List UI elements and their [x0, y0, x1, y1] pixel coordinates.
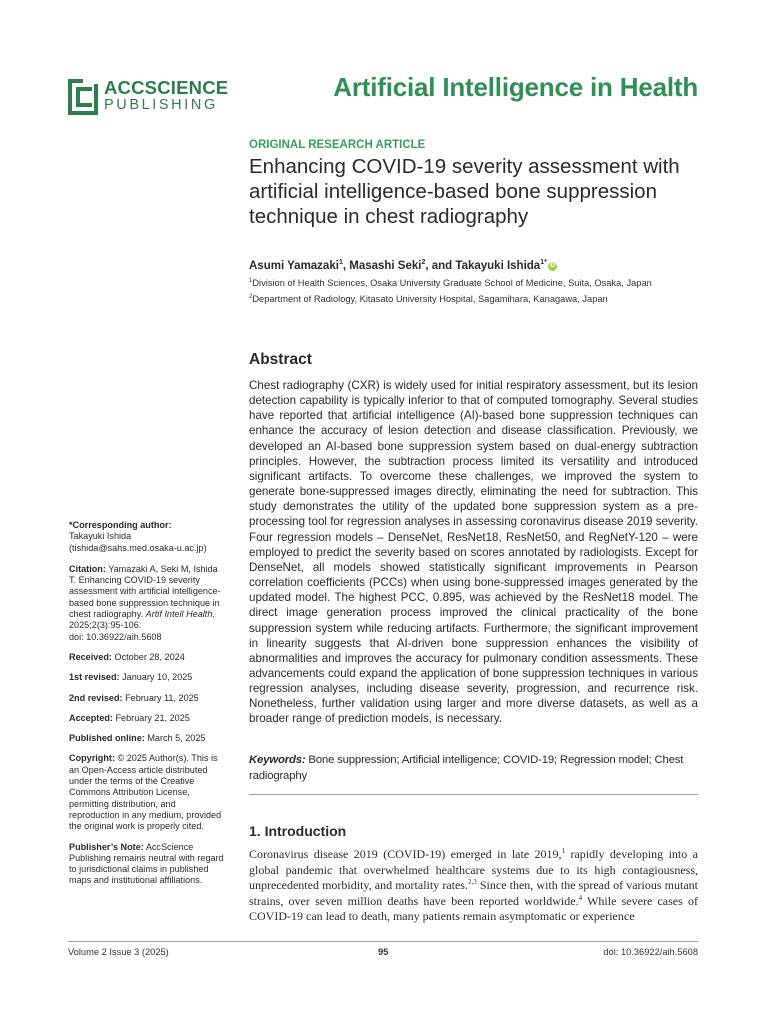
citation-doi[interactable]: doi: 10.36922/aih.5608 — [69, 631, 162, 642]
published-value: March 5, 2025 — [144, 733, 206, 744]
orcid-icon[interactable]: iD — [549, 262, 556, 269]
journal-title: Artificial Intelligence in Health — [333, 72, 698, 102]
affiliation-marker: 2 — [249, 294, 253, 300]
citation-journal: Artif Intell Health — [145, 609, 213, 620]
affiliation-text: Division of Health Sciences, Osaka University Graduate School of Medicine, Suita, Osaka, Japan — [252, 278, 652, 289]
citation-text: Yamazaki A, Seki M, Ishida T. Enhancing COVID-19 severity assessment with artificial intelligence-based bone suppression technique in chest radiography. — [69, 563, 221, 620]
introduction-body — [249, 847, 698, 925]
copyright-text: © 2025 Author(s). This is an Open-Access article distributed under the terms of the Creative Commons Attribution License, permitting distribution, and reproduction in any medium, provided the original work is properly cited. — [69, 753, 222, 832]
corresponding-author-label: *Corresponding author: — [69, 520, 172, 530]
footer-volume: Volume 2 Issue 3 (2025) — [68, 947, 169, 957]
keywords-text: Bone suppression; Artificial intelligence; COVID-19; Regression model; Chest radiography — [249, 754, 684, 782]
author-affiliation-marker: 2 — [421, 259, 426, 266]
article-type: ORIGINAL RESEARCH ARTICLE — [249, 139, 426, 151]
accepted-date — [69, 713, 227, 724]
published-label: Published online: — [69, 733, 145, 744]
introduction-text: Coronavirus disease 2019 (COVID-19) emerged in late 2019, — [249, 847, 562, 861]
corresponding-author-block — [69, 520, 227, 554]
footer-page-number: 95 — [378, 947, 389, 957]
affiliation-2 — [249, 294, 608, 304]
accepted-label: Accepted: — [69, 712, 113, 723]
revised2-date — [69, 693, 227, 704]
article-title: Enhancing COVID-19 severity assessment with artificial intelligence-based bone suppression technique in chest radiography — [249, 155, 680, 228]
citation-label: Citation: — [69, 563, 106, 574]
footer-doi[interactable]: doi: 10.36922/aih.5608 — [603, 947, 698, 957]
author-affiliation-marker: 1* — [540, 259, 547, 266]
reference-marker[interactable]: 2,3 — [467, 878, 477, 887]
introduction-text: While severe cases of COVID-19 can lead to death, many patients remain asymptomatic or experience — [249, 893, 698, 924]
revised2-label: 2nd revised: — [69, 692, 123, 703]
received-date — [69, 652, 227, 663]
citation-tail: . 2025;2(3):95-106. — [69, 609, 215, 631]
reference-marker[interactable]: 4 — [578, 893, 583, 902]
affiliation-text: Department of Radiology, Kitasato University Hospital, Sagamihara, Kanagawa, Japan — [252, 294, 608, 305]
revised2-value: February 11, 2025 — [122, 692, 199, 703]
keywords — [249, 753, 698, 784]
article-info-sidebar — [69, 520, 227, 896]
accepted-value: February 21, 2025 — [112, 712, 190, 723]
author-list — [249, 259, 557, 272]
revised1-date — [69, 672, 227, 683]
logo-text-line1: ACCSCIENCE — [104, 77, 229, 98]
revised1-label: 1st revised: — [69, 672, 120, 683]
copyright-label: Copyright: — [69, 753, 115, 764]
publisher-logo-icon — [68, 76, 100, 118]
introduction-heading: 1. Introduction — [249, 823, 347, 839]
publisher-logo — [68, 76, 238, 118]
reference-marker[interactable]: 1 — [561, 847, 566, 855]
citation-block — [69, 564, 227, 643]
received-value: October 28, 2024 — [111, 651, 185, 662]
introduction-text: Since then, with the spread of various mutant strains, over seven million deaths have been reported worldwide. — [249, 878, 698, 908]
publisher-note-label: Publisher’s Note: — [69, 841, 144, 852]
publisher-note-text: AccScience Publishing remains neutral with regard to jurisdictional claims in published maps and institutional affiliations. — [69, 841, 224, 886]
author-separator: , and — [425, 259, 456, 272]
author-separator: , — [342, 259, 350, 272]
author-name[interactable]: Takayuki Ishida — [455, 259, 541, 272]
copyright-block — [69, 753, 227, 832]
abstract-body: Chest radiography (CXR) is widely used for initial respiratory assessment, but its lesion detection capability is typically inferior to that of computed tomography. Several studies have reported that artificial intelligence (AI)-based bone suppression techniques can enhance the accuracy of lesion detection and disease classification. Previously, we developed an AI-based bone suppression system based on dual-energy subtraction principles. However, the subtraction process limited its versatility and introduced significant artifacts. To overcome these challenges, we improved the system to generate bone-suppressed images directly, eliminating the need for subtraction. This study demonstrates the utility of the updated bone suppression system as a pre-processing tool for regression analyses in assessing coronavirus disease 2019 severity. Four regression models – DenseNet, ResNet18, ResNet50, and RegNetY-120 – were employed to predict the severity based on scores annotated by radiologists. Except for DenseNet, all models showed statistically significant improvements in Pearson correlation coefficients (PCCs) when using bone-suppressed images generated by the updated model. The highest PCC, 0.895, was achieved by the ResNet18 model. The direct image generation process improved the clinical practicality of the bone suppression system while reducing artifacts. Furthermore, the significant improvement in linearity suggests that AI-driven bone suppression enhances the visibility of abnormalities and improves the accuracy for pulmonary condition assessments. These advancements could expand the application of bone suppression techniques in various regression analyses, including disease severity, progression, and recurrence risk. Nonetheless, further validation using larger and more diverse datasets, as well as a broader range of prediction models, is necessary. — [249, 379, 698, 726]
affiliation-1 — [249, 278, 652, 288]
author-affiliation-marker: 1 — [338, 259, 343, 266]
corresponding-author-email[interactable]: (tishida@sahs.med.osaka-u.ac.jp) — [69, 542, 207, 553]
author-name[interactable]: Masashi Seki — [349, 259, 422, 272]
published-date — [69, 733, 227, 744]
corresponding-author-name: Takayuki Ishida — [69, 531, 132, 542]
author-name[interactable]: Asumi Yamazaki — [249, 259, 339, 272]
abstract-heading: Abstract — [249, 351, 312, 368]
keywords-label: Keywords: — [249, 754, 306, 766]
affiliation-marker: 1 — [249, 278, 253, 284]
introduction-text: rapidly developing into a global pandemic that overwhelmed healthcare systems due to its high contagiousness, unprecedented morbidity, and mortality rates. — [249, 847, 698, 893]
revised1-value: January 10, 2025 — [119, 672, 193, 683]
logo-text-line2: PUBLISHING — [104, 97, 218, 113]
publisher-note-block — [69, 842, 227, 887]
keywords-divider — [249, 794, 698, 795]
footer-divider — [68, 941, 698, 942]
received-label: Received: — [69, 651, 112, 662]
